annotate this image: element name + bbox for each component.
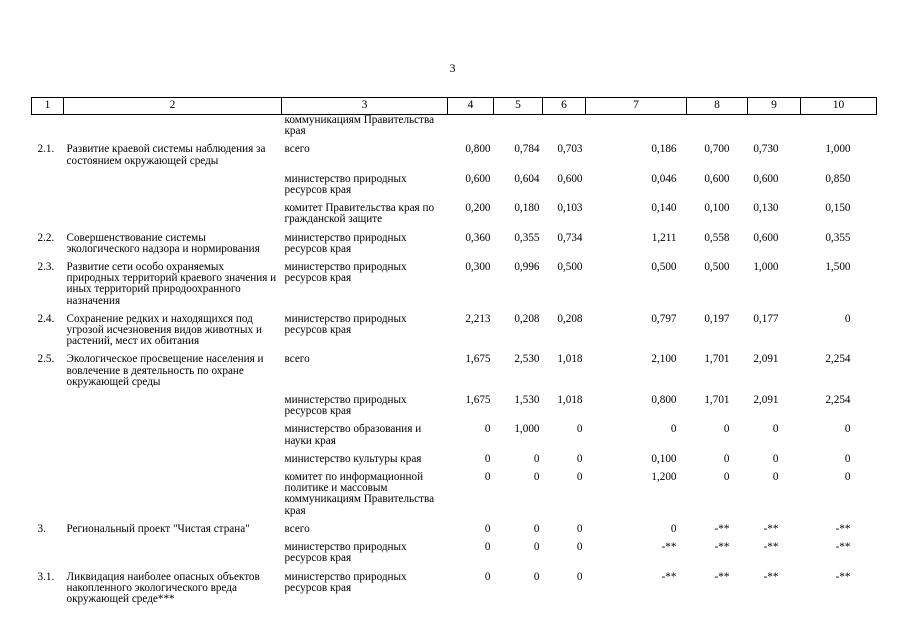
- value-col-6: 0: [576, 471, 583, 484]
- value-col-7: 0,140: [651, 202, 677, 215]
- value-col-10: 0: [844, 471, 851, 484]
- row-number: [32, 393, 64, 422]
- table-row: [32, 231, 877, 260]
- value-col-7: 0,500: [651, 261, 677, 274]
- table-row: [32, 422, 877, 451]
- table-body: [32, 115, 877, 611]
- value-col-10: 2,254: [825, 353, 851, 366]
- value-col-8: 0: [723, 452, 730, 465]
- column-header-5: 5: [494, 98, 543, 115]
- executor: комитет по информационной политике и массовым коммуникациям Правительства края: [284, 471, 435, 517]
- value-col-10: 0: [844, 312, 851, 325]
- value-col-5: 1,000: [514, 423, 540, 436]
- executor: всего: [284, 353, 310, 366]
- value-col-8: -**: [714, 522, 730, 535]
- table-row: [32, 260, 877, 312]
- program-table: [31, 97, 877, 610]
- value-col-5: 0: [533, 471, 540, 484]
- table-row: [32, 570, 877, 611]
- column-header-7: 7: [586, 98, 687, 115]
- page-number: 3: [449, 61, 456, 75]
- activity-name: Региональный проект "Чистая страна": [66, 522, 250, 535]
- activity-name: [64, 540, 282, 569]
- row-number: 2.1.: [37, 143, 55, 156]
- table-row: [32, 312, 877, 353]
- table-row: [32, 172, 877, 201]
- value-col-9: 0: [772, 452, 779, 465]
- value-col-9: -**: [763, 570, 779, 583]
- column-header-8: 8: [687, 98, 748, 115]
- value-col-9: [748, 115, 801, 143]
- row-number: [32, 172, 64, 201]
- value-col-10: 0,355: [825, 231, 851, 244]
- executor: министерство природных ресурсов края: [284, 394, 407, 418]
- executor: всего: [284, 522, 310, 535]
- value-col-7: -**: [661, 541, 677, 554]
- value-col-9: 2,091: [753, 394, 779, 407]
- value-col-8: 0,558: [704, 231, 730, 244]
- value-col-8: 1,701: [704, 353, 730, 366]
- row-number: [32, 452, 64, 470]
- value-col-5: 0,784: [514, 143, 540, 156]
- value-col-5: 0,996: [514, 261, 540, 274]
- value-col-6: [543, 115, 586, 143]
- column-header-4: 4: [448, 98, 494, 115]
- value-col-4: 2,213: [465, 312, 491, 325]
- value-col-4: [448, 115, 494, 143]
- activity-name: Экологическое просвещение населения и вовлечение в деятельность по охране окружающей среды: [66, 353, 264, 388]
- value-col-6: 0: [576, 452, 583, 465]
- value-col-6: 0,208: [557, 312, 583, 325]
- value-col-7: 0: [670, 423, 677, 436]
- value-col-9: 0,130: [753, 202, 779, 215]
- executor: коммуникациям Правительства края: [284, 114, 435, 138]
- executor: министерство культуры края: [284, 452, 422, 465]
- value-col-6: 0: [576, 541, 583, 554]
- value-col-10: 0: [844, 452, 851, 465]
- value-col-4: 1,675: [465, 394, 491, 407]
- value-col-5: 0: [533, 541, 540, 554]
- row-number: [32, 540, 64, 569]
- value-col-4: 0,200: [465, 202, 491, 215]
- executor: всего: [284, 143, 310, 156]
- value-col-10: 1,000: [825, 143, 851, 156]
- value-col-7: [586, 115, 687, 143]
- value-col-6: 0,600: [557, 172, 583, 185]
- value-col-10: 1,500: [825, 261, 851, 274]
- value-col-7: 0,046: [651, 172, 677, 185]
- value-col-7: 1,211: [651, 231, 677, 244]
- executor: министерство природных ресурсов края: [284, 172, 407, 197]
- activity-name: [64, 393, 282, 422]
- value-col-9: 2,091: [753, 353, 779, 366]
- executor: министерство природных ресурсов края: [284, 261, 407, 285]
- activity-name: Совершенствование системы экологического надзора и нормирования: [66, 231, 260, 255]
- value-col-6: 0,703: [557, 143, 583, 156]
- header-row: [32, 98, 877, 115]
- value-col-4: 0: [484, 570, 491, 583]
- executor: министерство природных ресурсов края: [284, 312, 407, 337]
- value-col-8: [687, 115, 748, 143]
- table-row: [32, 522, 877, 540]
- value-col-4: 0,360: [465, 231, 491, 244]
- value-col-4: 0,800: [465, 143, 491, 156]
- activity-name: [64, 452, 282, 470]
- activity-name: Ликвидация наиболее опасных объектов накопленного экологического вреда окружающей среде***: [66, 570, 260, 605]
- value-col-5: [494, 115, 543, 143]
- value-col-6: 0: [576, 570, 583, 583]
- value-col-6: 0,500: [557, 261, 583, 274]
- row-number: 3.1.: [37, 570, 55, 583]
- column-header-2: 2: [64, 98, 282, 115]
- value-col-9: 0,730: [753, 143, 779, 156]
- column-header-10: 10: [801, 98, 877, 115]
- value-col-9: -**: [763, 541, 779, 554]
- value-col-7: 0,800: [651, 394, 677, 407]
- value-col-8: -**: [714, 570, 730, 583]
- value-col-5: 0: [533, 522, 540, 535]
- activity-name: [64, 201, 282, 230]
- table-row: [32, 201, 877, 230]
- value-col-7: 0: [670, 522, 677, 535]
- value-col-6: 1,018: [557, 394, 583, 407]
- value-col-9: 0,177: [753, 312, 779, 325]
- value-col-5: 1,530: [514, 394, 540, 407]
- value-col-6: 0: [576, 423, 583, 436]
- value-col-5: 0: [533, 452, 540, 465]
- executor: министерство образования и науки края: [284, 423, 422, 447]
- row-number: 2.3.: [37, 261, 55, 274]
- row-number: 2.2.: [37, 231, 55, 244]
- value-col-9: 0: [772, 423, 779, 436]
- value-col-4: 0,600: [465, 172, 491, 185]
- value-col-8: 0: [723, 471, 730, 484]
- value-col-4: 0: [484, 541, 491, 554]
- value-col-8: 0,100: [704, 202, 730, 215]
- row-number: 2.5.: [37, 353, 55, 366]
- table-row: [32, 540, 877, 569]
- executor: министерство природных ресурсов края: [284, 570, 407, 594]
- value-col-8: 0,600: [704, 172, 730, 185]
- value-col-7: -**: [661, 570, 677, 583]
- row-number: 3.: [37, 522, 46, 535]
- value-col-9: 0,600: [753, 172, 779, 185]
- value-col-6: 0: [576, 522, 583, 535]
- executor: министерство природных ресурсов края: [284, 231, 407, 255]
- value-col-7: 0,186: [651, 143, 677, 156]
- value-col-10: -**: [835, 541, 851, 554]
- row-number: [32, 470, 64, 522]
- table-row: [32, 115, 877, 143]
- activity-name: Развитие краевой системы наблюдения за состоянием окружающей среды: [66, 143, 266, 167]
- value-col-4: 0: [484, 522, 491, 535]
- value-col-8: 0,700: [704, 143, 730, 156]
- value-col-9: 0,600: [753, 231, 779, 244]
- executor: комитет Правительства края по гражданской защите: [284, 202, 435, 226]
- value-col-6: 1,018: [557, 353, 583, 366]
- value-col-7: 0,100: [651, 452, 677, 465]
- activity-name: [64, 115, 282, 143]
- column-header-1: 1: [32, 98, 64, 115]
- table-row: [32, 452, 877, 470]
- value-col-10: [801, 115, 877, 143]
- value-col-8: 0,197: [704, 312, 730, 325]
- value-col-10: 2,254: [825, 394, 851, 407]
- value-col-5: 0,208: [514, 312, 540, 325]
- value-col-4: 1,675: [465, 353, 491, 366]
- activity-name: [64, 470, 282, 522]
- activity-name: [64, 422, 282, 451]
- value-col-9: -**: [763, 522, 779, 535]
- value-col-5: 2,530: [514, 353, 540, 366]
- table-row: [32, 352, 877, 393]
- row-number: [32, 115, 64, 143]
- row-number: 2.4.: [37, 312, 55, 325]
- row-number: [32, 422, 64, 451]
- column-header-3: 3: [282, 98, 448, 115]
- value-col-7: 0,797: [651, 312, 677, 325]
- executor: министерство природных ресурсов края: [284, 541, 407, 565]
- column-header-6: 6: [543, 98, 586, 115]
- table-row: [32, 142, 877, 171]
- value-col-5: 0,604: [514, 172, 540, 185]
- value-col-10: -**: [835, 522, 851, 535]
- value-col-10: 0,150: [825, 202, 851, 215]
- value-col-8: 0,500: [704, 261, 730, 274]
- value-col-6: 0,103: [557, 202, 583, 215]
- table-row: [32, 470, 877, 522]
- activity-name: [64, 172, 282, 201]
- value-col-8: 0: [723, 423, 730, 436]
- value-col-5: 0,180: [514, 202, 540, 215]
- column-header-9: 9: [748, 98, 801, 115]
- value-col-4: 0,300: [465, 261, 491, 274]
- value-col-10: 0: [844, 423, 851, 436]
- value-col-7: 1,200: [651, 471, 677, 484]
- value-col-7: 2,100: [651, 353, 677, 366]
- table-row: [32, 393, 877, 422]
- value-col-4: 0: [484, 471, 491, 484]
- value-col-8: 1,701: [704, 394, 730, 407]
- value-col-8: -**: [714, 541, 730, 554]
- activity-name: Сохранение редких и находящихся под угрозой исчезновения видов животных и растений, мест их обитания: [66, 312, 262, 348]
- value-col-5: 0,355: [514, 231, 540, 244]
- value-col-10: 0,850: [825, 172, 851, 185]
- row-number: [32, 201, 64, 230]
- value-col-10: -**: [835, 570, 851, 583]
- value-col-9: 0: [772, 471, 779, 484]
- value-col-6: 0,734: [557, 231, 583, 244]
- value-col-9: 1,000: [753, 261, 779, 274]
- value-col-4: 0: [484, 452, 491, 465]
- value-col-4: 0: [484, 423, 491, 436]
- activity-name: Развитие сети особо охраняемых природных территорий краевого значения и иных территорий природоохранного назначения: [66, 261, 277, 307]
- value-col-5: 0: [533, 570, 540, 583]
